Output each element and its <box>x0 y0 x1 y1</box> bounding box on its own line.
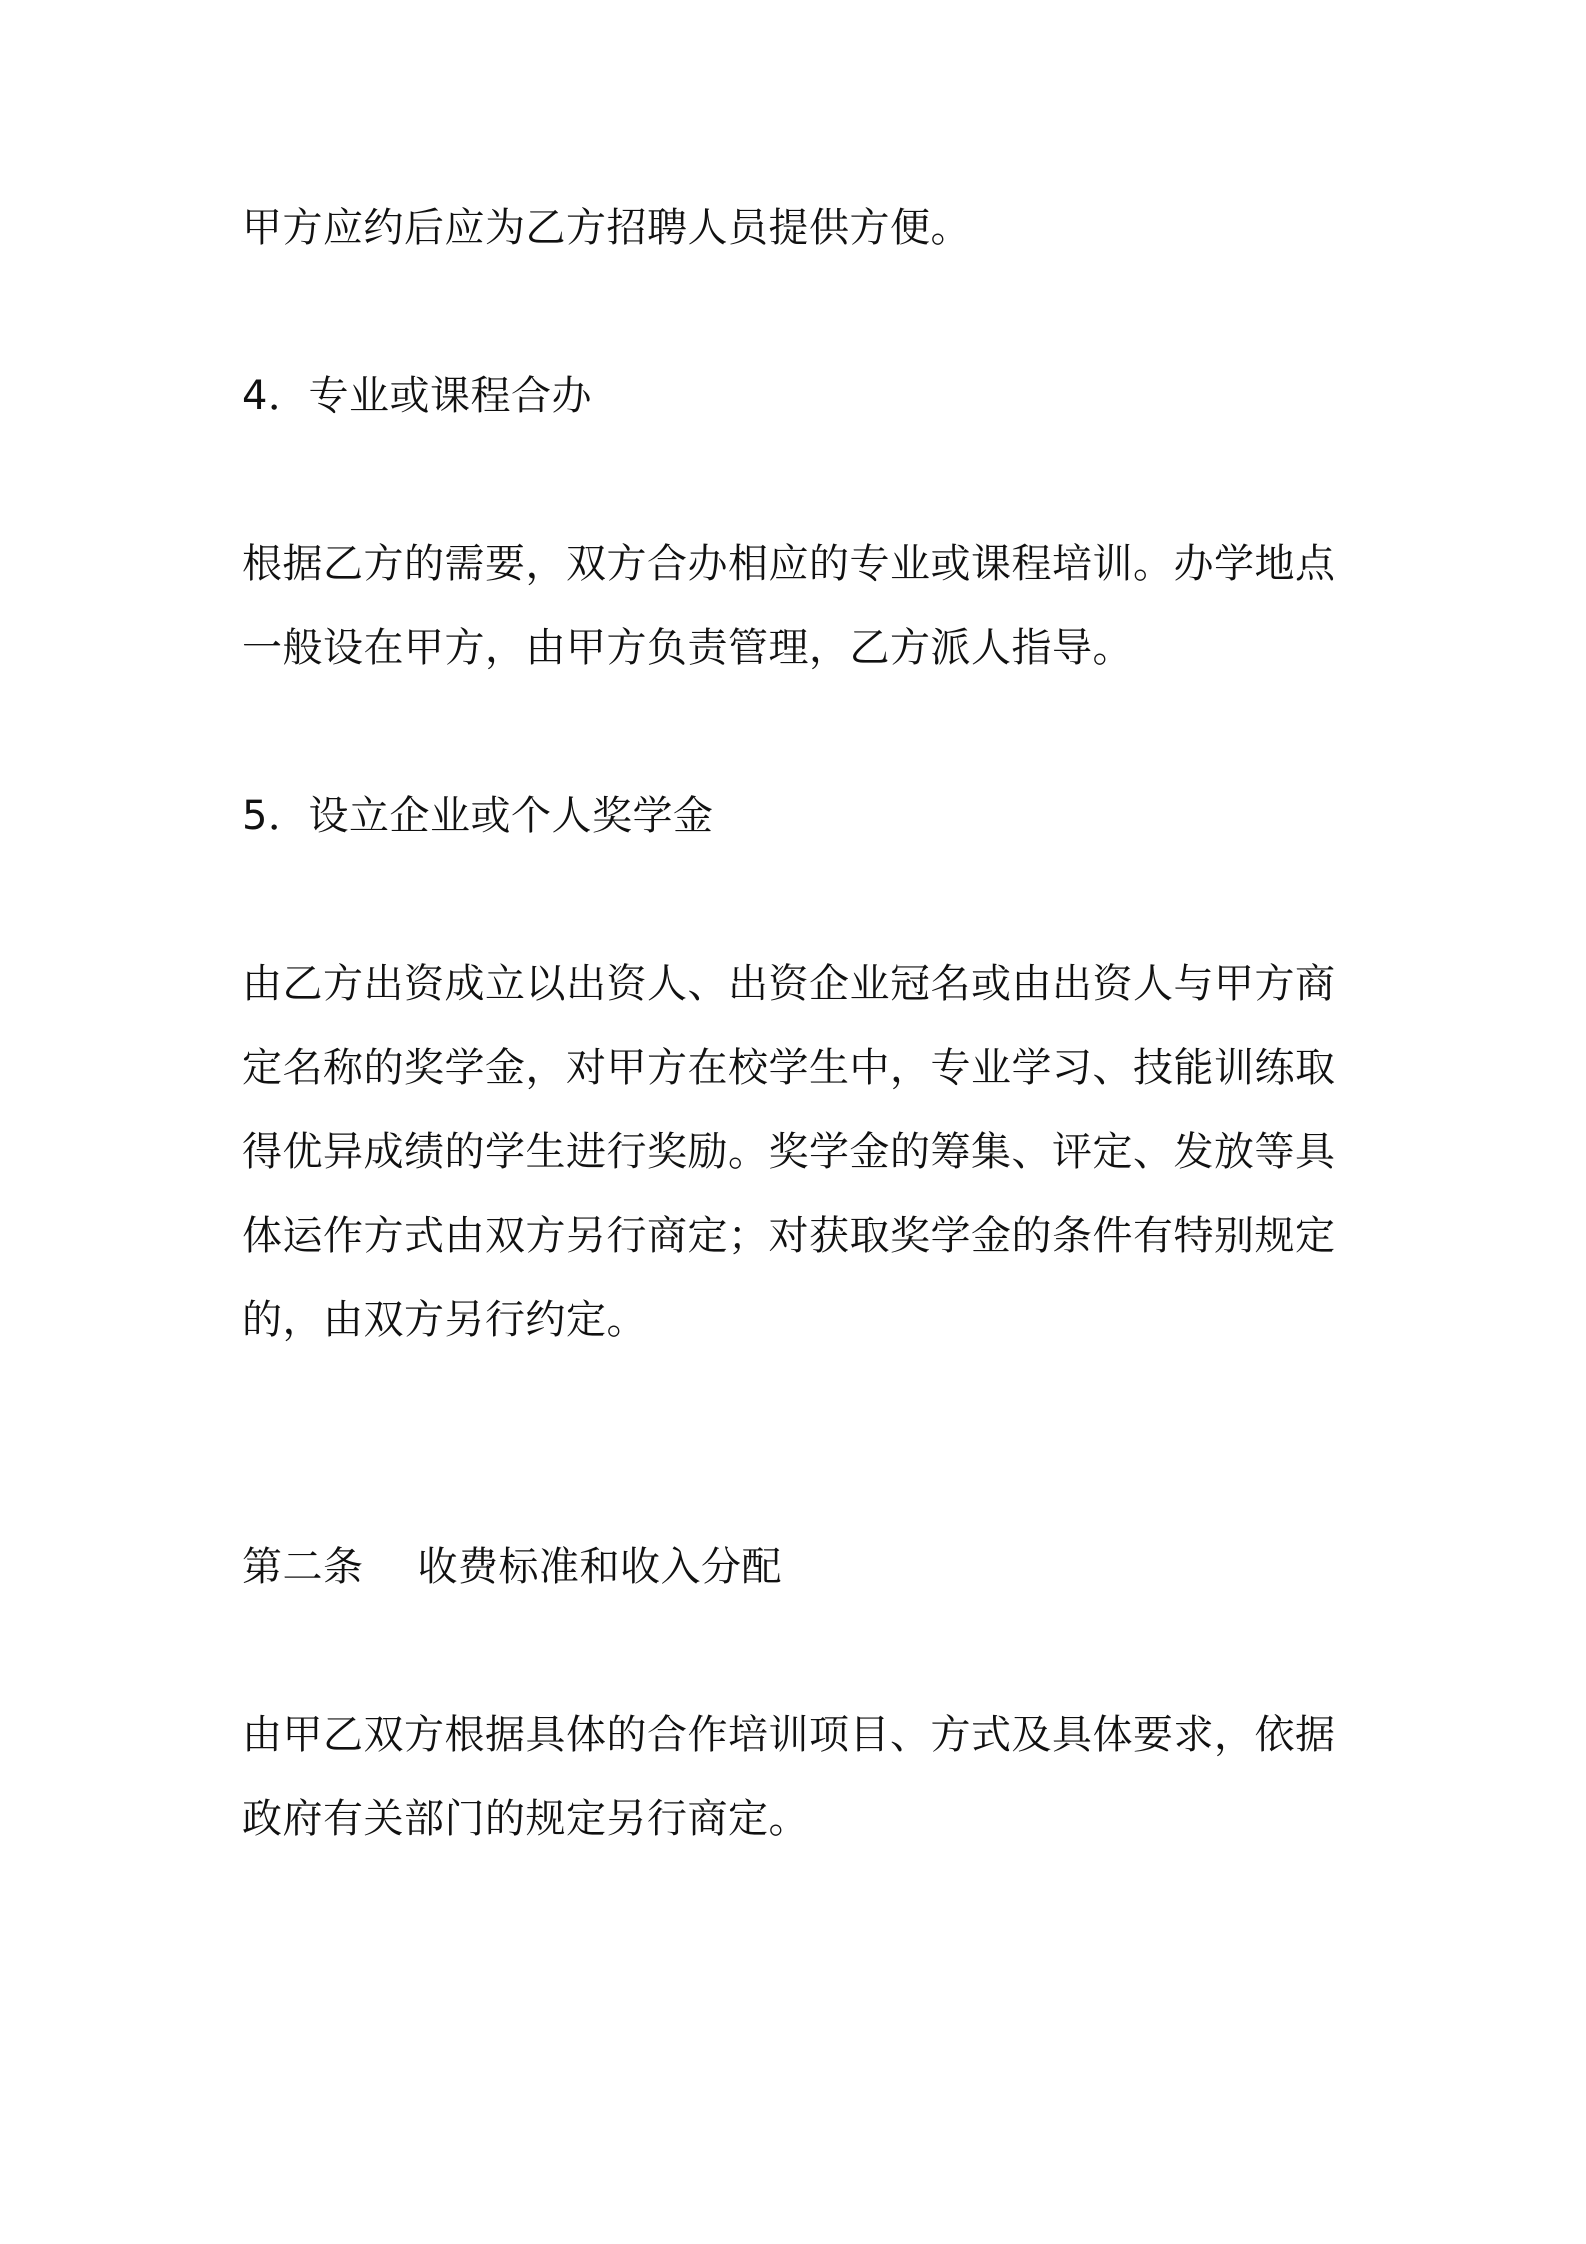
article-2-number: 第二条 <box>242 1544 364 1590</box>
paragraph-article-2: 由甲乙双方根据具体的合作培训项目、方式及具体要求，依据政府有关部门的规定另行商定。 <box>242 1712 1336 1842</box>
section-heading-4: 4．专业或课程合办 <box>242 373 592 419</box>
paragraph-4: 根据乙方的需要，双方合办相应的专业或课程培训。办学地点一般设在甲方，由甲方负责管理，乙方派人指导。 <box>242 541 1336 671</box>
article-2-heading <box>242 1525 1362 1609</box>
section-heading-5: 5．设立企业或个人奖学金 <box>242 793 714 839</box>
paragraph-5: 由乙方出资成立以出资人、出资企业冠名或由出资人与甲方商定名称的奖学金，对甲方在校学生中，专业学习、技能训练取得优异成绩的学生进行奖励。奖学金的筹集、评定、发放等具体运作方式由双方另行商定；对获取奖学金的条件有特别规定的，由双方另行约定。 <box>242 961 1336 1343</box>
paragraph-intro: 甲方应约后应为乙方招聘人员提供方便。 <box>242 205 971 251</box>
article-2-title: 收费标准和收入分配 <box>417 1544 782 1590</box>
